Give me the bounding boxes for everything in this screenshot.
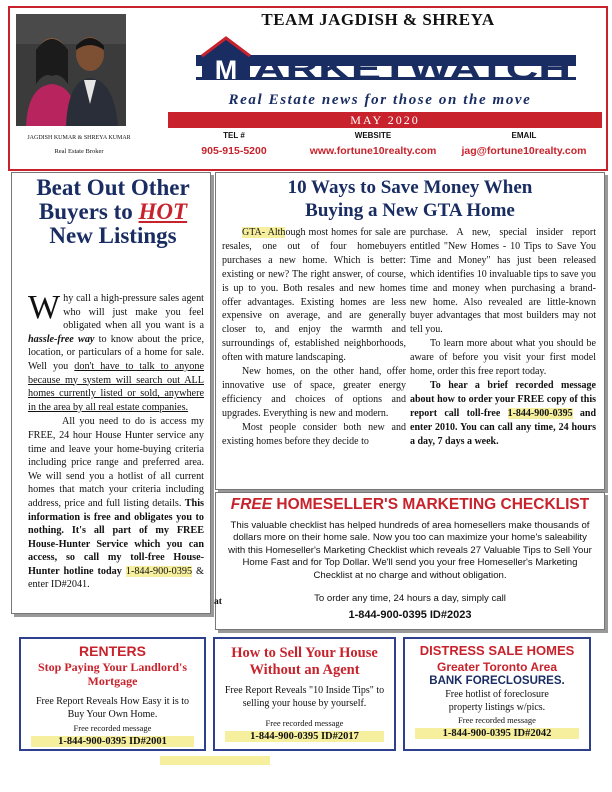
phone-number[interactable]: 905-915-5200 xyxy=(201,145,267,157)
left-article-title: Beat Out Other Buyers to HOT New Listings xyxy=(36,175,190,248)
distress-sale-note: Free recorded message xyxy=(458,715,536,725)
main-article-column-2: purchase. A new, special insider report entitled "New Homes - 10 Tips to Save You Time and Money" has just been released which identifies 10 invaluable tips to save you time and money when purchasing a brand-new home. Also revealed are little-known buyer advantages that most builders may not tell you. To learn more about what you should be aware of before you visit your first model home, order this free report today. To hear a brief recorded message about how to order your FREE copy of this report call toll-free 1-844-900-0395 and enter 2010. You can call any time, 24 hours a day, 7 days a week. xyxy=(410,227,597,447)
renters-phone[interactable]: 1-844-900-0395 ID#2001 xyxy=(31,736,194,747)
distress-sale-body: Free hotlist of foreclosure property listings w/pics. xyxy=(445,689,549,713)
sell-without-agent-phone[interactable]: 1-844-900-0395 ID#2017 xyxy=(225,731,384,742)
distress-sale-subtitle: Greater Toronto Area xyxy=(436,660,558,674)
main-phone[interactable]: 1-844-900-0395 xyxy=(507,407,573,419)
svg-text:M: M xyxy=(214,55,238,85)
marketwatch-logo xyxy=(196,34,576,92)
drop-cap: W xyxy=(28,289,61,326)
broker-title: Real Estate Broker xyxy=(54,148,104,155)
distress-sale-box xyxy=(403,637,591,751)
renters-note: Free recorded message xyxy=(73,723,152,733)
website-link[interactable]: www.fortune10realty.com xyxy=(309,145,437,157)
highlight-strip xyxy=(160,756,270,765)
main-article-title: 10 Ways to Save Money When Buying a New GTA Home xyxy=(287,177,533,221)
sell-without-agent-note: Free recorded message xyxy=(265,718,344,728)
checklist-order-text: To order any time, 24 hours a day, simply call xyxy=(314,593,506,604)
team-name: TEAM JAGDISH & SHREYA xyxy=(261,10,495,29)
email-link[interactable]: jag@fortune10realty.com xyxy=(461,145,587,157)
renters-body: Free Report Reveals How Easy it is to Buy Your Own Home. xyxy=(35,696,190,720)
sell-without-agent-body: Free Report Reveals "10 Inside Tips" to selling your house by yourself. xyxy=(224,685,385,709)
stray-at-text: at xyxy=(214,597,222,607)
bank-foreclosures-label: BANK FORECLOSURES. xyxy=(429,675,565,687)
left-article-body: Why call a high-pressure sales agent who will just make you feel obligated when all you want is a hassle-free way to know about the price, location, or particulars of a home for sale. Well you don't have to talk to anyone because my system will search out ALL homes currently listed or sold, anywhere in the area by all real estate companies. All you need to do is access my FREE, 24 hour House Hunter service any time and leave your home-buying criteria including price range and preferred area. We will send you a hotlist of all current homes that match your criteria including address, price and full listing details. This information is free and obligates you to nothing. It's all part of my FREE House-Hunter Service which you can access, so call my toll-free House-Hunter hotline today 1-844-900-0395 & enter ID#2041. xyxy=(28,289,204,591)
left-phone[interactable]: 1-844-900-0395 xyxy=(125,565,193,577)
website-label: WEBSITE xyxy=(354,131,392,140)
distress-sale-phone[interactable]: 1-844-900-0395 ID#2042 xyxy=(415,728,579,739)
tel-label: TEL # xyxy=(223,131,245,140)
broker-names: JAGDISH KUMAR & SHREYA KUMAR xyxy=(27,135,131,141)
tagline: Real Estate news for those on the move xyxy=(228,92,532,108)
sell-without-agent-box xyxy=(213,637,396,751)
svg-text:ARKETWATCH: ARKETWATCH xyxy=(253,51,571,86)
distress-sale-title: DISTRESS SALE HOMES xyxy=(419,643,575,658)
renters-box xyxy=(19,637,206,751)
agent-photo xyxy=(16,14,126,126)
email-label: EMAIL xyxy=(511,131,537,140)
main-article-column-1: GTA- Although most homes for sale are resales, one out of four homebuyers purchases a new home. Which is better: existing or new? The right answer, of course, is up to you. Both resales and new homes offer advantages. Existing homes are less expensive on average, and are generally closer to, and enjoy the warmth and surroundings of, established neighborhoods, often with mature landscaping. New homes, on the other hand, offer innovative use of space, greater energy efficiency and choices of options and upgrades. Everything is new and modern. Most people consider both new and existing homes before they decide to xyxy=(222,227,406,447)
renters-title: RENTERS xyxy=(79,643,146,659)
checklist-phone[interactable]: 1-844-900-0395 ID#2023 xyxy=(348,609,472,621)
issue-date: MAY 2020 xyxy=(168,112,602,128)
renters-subtitle: Stop Paying Your Landlord's Mortgage xyxy=(37,660,188,688)
sell-without-agent-title: How to Sell Your House Without an Agent xyxy=(231,645,378,678)
checklist-body: This valuable checklist has helped hundreds of area homesellers make thousands of dollars more on their home sale. Now you too can maximize your home's saleability with this Homeseller's Marketing Checklist which reveals 27 Valuable Tips to Sell Your Home Fast and for Top Dollar. We'll send you your free Homeseller's Marketing Checklist at no charge and without obligation. xyxy=(228,520,592,581)
checklist-title: FREE HOMESELLER'S MARKETING CHECKLIST xyxy=(230,496,590,513)
